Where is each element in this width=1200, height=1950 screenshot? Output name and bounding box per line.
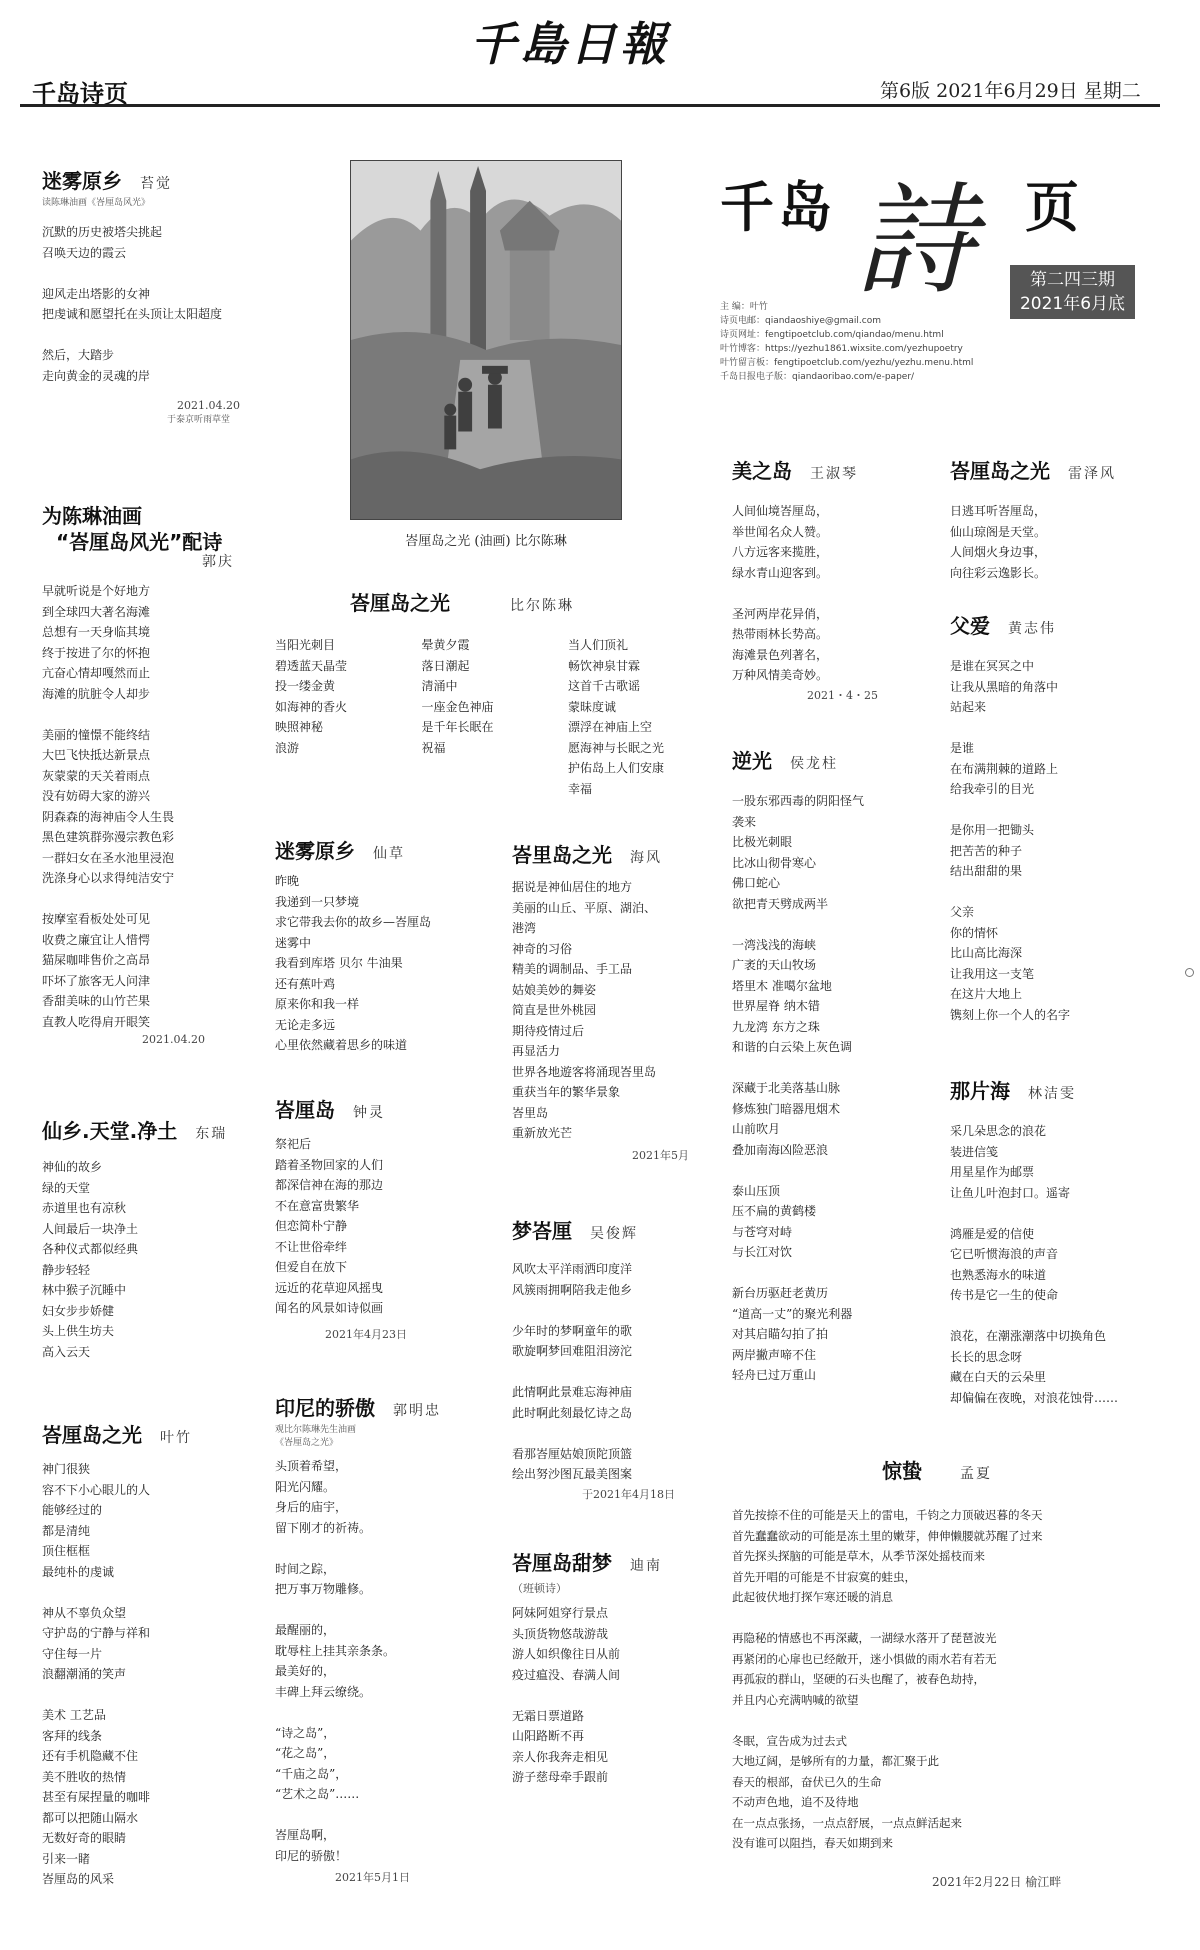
poem-title: 峇里岛之光 海风 bbox=[512, 843, 662, 867]
issue-number-box bbox=[1010, 265, 1135, 319]
poem-date: 2021・4・25 bbox=[807, 688, 878, 702]
poem-date: 2021年5月1日 bbox=[335, 1871, 410, 1884]
poem-5 bbox=[275, 590, 695, 799]
masthead-contact-info: 主 编：叶竹 诗页电邮：qiandaoshiye@gmail.com 诗页网址：fengtipoetclub.com/qiandao/menu.html 叶竹博客：https://yezhu1861.wixsite.com/yezhupoetry 叶竹留言板：fengtipoetclub.com/yezhu/yezhu.menu.html 千岛日报电子版：qiandaoribao.com/e-paper/ bbox=[720, 302, 974, 382]
poem-2 bbox=[42, 503, 302, 1048]
issue-number: 第二四三期 bbox=[1030, 270, 1115, 290]
poem-3 bbox=[42, 1118, 302, 1362]
poem-note: （班顿诗） bbox=[512, 1582, 567, 1595]
poem-column-1: 当阳光刺目 碧透蓝天晶莹 投一缕金黄 如海神的香火 映照神秘 浪游 bbox=[275, 638, 348, 755]
poem-10 bbox=[512, 1218, 712, 1503]
poem-title: 印尼的骄傲 郭明忠 bbox=[275, 1396, 441, 1420]
poem-date: 2021.04.20 bbox=[177, 399, 240, 412]
oil-painting-image bbox=[350, 160, 622, 520]
poetry-page-masthead bbox=[715, 135, 1165, 405]
poem-body: 阿妹阿姐穿行景点 头顶货物悠哉游哉 游人如织像往日从前 疫过瘟没、春满人间 无霜日票道路 山阳路断不再 亲人你我奔走相见 游子慈母牵手跟前 bbox=[512, 1606, 621, 1784]
poem-column-2: 晕黄夕霞 落日潮起 清涌中 一座金色神庙 是千年长眠在 祝福 bbox=[421, 638, 494, 755]
poem-9 bbox=[512, 842, 712, 1164]
poem-body: 采几朵思念的浪花 装进信笺 用星星作为邮票 让鱼儿叶泡封口。遥寄 鸿雁是爱的信使 它已听惯海浪的声音 也熟悉海水的味道 传书是它一生的使命 浪花，在潮涨潮落中切换角色 长长的思念呀 藏在白天的云朵里 却偏偏在夜晚，对浪花蚀骨…… bbox=[950, 1124, 1119, 1405]
poem-title: 那片海 林洁雯 bbox=[950, 1079, 1076, 1103]
poem-note: 读陈琳油画《峇厘岛风光》 bbox=[42, 198, 151, 208]
poem-title: 迷雾原乡 苔觉 bbox=[42, 169, 172, 193]
poem-body: 神仙的故乡 绿的天堂 赤道里也有凉秋 人间最后一块净土 各种仪式都似经典 静步轻轻 林中猴子沉睡中 妇女步步娇健 头上供生坊夫 高入云天 bbox=[42, 1160, 139, 1359]
poem-body: 风吹太平洋雨洒印度洋 风簇雨拥啊陪我走他乡 少年时的梦啊童年的歌 歌旋啊梦回难阻泪滂沱 此情啊此景难忘海神庙 此时啊此刻最忆诗之岛 看那峇厘姑娘顶陀顶篮 绘出努沙图瓦最美图案 bbox=[512, 1262, 633, 1481]
poem-author: 吴俊辉 bbox=[590, 1226, 638, 1242]
poem-author: 雷泽风 bbox=[1068, 466, 1116, 482]
poem-columns bbox=[275, 635, 695, 799]
poem-author: 苔觉 bbox=[140, 176, 172, 192]
poem-column-3: 当人们顶礼 畅饮神泉甘霖 这首千古歌谣 蒙昧度诚 漂浮在神庙上空 愿海神与长眠之光 护佑岛上人们安康 幸福 bbox=[568, 638, 665, 796]
poem-date: 2021年2月22日 榆江畔 bbox=[932, 1874, 1062, 1889]
poem-4 bbox=[42, 1422, 302, 1890]
poem-11 bbox=[512, 1550, 712, 1788]
poem-author: 王淑琴 bbox=[810, 466, 858, 482]
poem-15 bbox=[950, 613, 1160, 1025]
poem-title: 峇厘岛 钟灵 bbox=[275, 1098, 385, 1122]
poem-body: 是谁在冥冥之中 让我从黑暗的角落中 站起来 是谁 在布满荆棘的道路上 给我牵引的目光 是你用一把锄头 把苦苦的种子 结出甜甜的果 父亲 你的情怀 比山高比海深 让我用这一支笔 在这片大地上 镌刻上你一个人的名字 bbox=[950, 659, 1071, 1022]
poem-body: 祭祀后 踏着圣物回家的人们 都深信神在海的那边 不在意富贵繁华 但恋简朴宁静 不让世俗牵绊 但爱自在放下 远近的花草迎风摇曳 闻名的风景如诗似画 bbox=[275, 1137, 384, 1315]
poem-body: 日逃耳听峇厘岛， 仙山琼阁是天堂。 人间烟火身边事， 向往彩云逸影长。 bbox=[950, 504, 1047, 580]
poem-date: 2021年5月 bbox=[632, 1148, 689, 1162]
poem-author: 海风 bbox=[630, 850, 662, 866]
poem-16 bbox=[950, 1078, 1160, 1408]
poem-author: 林洁雯 bbox=[1028, 1086, 1076, 1102]
poem-14 bbox=[950, 458, 1160, 583]
poem-title: 峇厘岛之光 比尔陈琳 bbox=[350, 591, 574, 615]
poem-1 bbox=[42, 168, 302, 427]
poem-author: 孟夏 bbox=[960, 1466, 992, 1482]
poem-author: 东瑞 bbox=[195, 1126, 228, 1142]
poem-title: 梦峇厘 吴俊辉 bbox=[512, 1219, 638, 1243]
poem-date: 于2021年4月18日 bbox=[582, 1487, 675, 1501]
poem-body: 沉默的历史被塔尖挑起 召唤天边的霞云 迎风走出塔影的女神 把虔诚和愿望托在头顶让太阳超度 然后，大踏步 走向黄金的灵魂的岸 bbox=[42, 225, 223, 383]
newspaper-name: 千島日報 bbox=[470, 17, 670, 71]
poem-12 bbox=[732, 458, 932, 704]
page-section-name: 千岛诗页 bbox=[32, 80, 128, 108]
masthead-title-right: 页 bbox=[1025, 176, 1079, 239]
poem-17 bbox=[732, 1458, 1162, 1890]
page-edge-marker bbox=[1185, 968, 1194, 977]
poem-title: 美之岛 王淑琴 bbox=[732, 459, 858, 483]
poem-author: 黄志伟 bbox=[1008, 621, 1056, 637]
poem-title: 迷雾原乡 仙草 bbox=[275, 839, 405, 863]
poem-7 bbox=[275, 1097, 490, 1343]
poem-author: 仙草 bbox=[373, 846, 405, 862]
poem-8 bbox=[275, 1395, 490, 1886]
poem-title: 惊蛰 孟夏 bbox=[882, 1459, 992, 1483]
poem-date: 2021年4月23日 bbox=[325, 1327, 407, 1341]
poem-place: 于泰京听雨草堂 bbox=[167, 415, 231, 425]
poem-title: 仙乡.天堂.净土 东瑞 bbox=[42, 1119, 228, 1143]
poem-title: 峇厘岛之光 叶竹 bbox=[42, 1423, 192, 1447]
poem-body: 据说是神仙居住的地方 美丽的山丘、平原、湖泊、 港湾 神奇的习俗 精美的调制品、手工品 姑娘美妙的舞姿 简直是世外桃园 期待疫情过后 再显活力 世界各地遊客将涌现峇里岛 重获当年的繁华景象 峇里岛 重新放光芒 bbox=[512, 880, 657, 1140]
poem-date: 2021.04.20 bbox=[142, 1033, 205, 1046]
poem-note: 观比尔陈琳先生油画 《峇厘岛之光》 bbox=[275, 1425, 357, 1448]
poem-title-line-1: 为陈琳油画 bbox=[42, 504, 142, 528]
poem-13 bbox=[732, 748, 942, 1386]
painting-illustration bbox=[351, 161, 621, 519]
poem-title: 父爱 黄志伟 bbox=[950, 614, 1056, 638]
poem-author: 侯龙柱 bbox=[790, 756, 838, 772]
poem-title: 峇厘岛甜梦 迪南 bbox=[512, 1551, 662, 1575]
poem-body: 神门很狭 容不下小心眼儿的人 能够经过的 都是清纯 顶住框框 最纯朴的虔诚 神从不辜负众望 守护岛的宁静与祥和 守住每一片 浪翻潮涌的笑声 美术 工艺品 客拜的线条 还有手机隐藏不住 美不胜收的热情 甚至有屎捏量的咖啡 都可以把随山隔水 无数好奇的眼睛 引来一睹 峇厘岛的风采 bbox=[42, 1462, 151, 1886]
poem-author: 钟灵 bbox=[353, 1105, 385, 1121]
masthead-title-left: 千岛 bbox=[720, 176, 836, 239]
poem-author: 郭明忠 bbox=[393, 1403, 441, 1419]
header-rule bbox=[20, 104, 1160, 107]
poem-body: 昨晚 我递到一只梦境 求它带我去你的故乡—峇厘岛 迷雾中 我看到库塔 贝尔 牛油果 还有蕉叶鸡 原来你和我一样 无论走多远 心里依然藏着思乡的味道 bbox=[275, 874, 432, 1052]
poem-body: 首先按捺不住的可能是天上的雷电，千钧之力顶破迟暮的冬天 首先蠢蠢欲动的可能是冻土里的嫩芽，伸伸懒腰就苏醒了过来 首先探头探脑的可能是草木，从季节深处摇枝而来 首先开唱的可能是不甘寂寞的蛙虫， 此起彼伏地打探乍寒还暖的消息 再隐秘的情感也不再深藏，一湖绿水落开了琵琶波光 再紧闭的心扉也已经敞开，迷小惧做的雨水若有若无 再孤寂的群山，坚硬的石头也醒了，被春色劫持， 并且内心充满呐喊的欲望 冬眠，宣告成为过去式 大地辽阔，是够所有的力量，都汇聚于此 春天的根部，奋伏已久的生命 不动声色地，追不及待地 在一点点张扬，一点点舒展，一点点鲜活起来 没有谁可以阻挡，春天如期到来 bbox=[732, 1508, 1043, 1850]
poem-title: 峇厘岛之光 雷泽风 bbox=[950, 459, 1116, 483]
painting-caption: 峇厘岛之光 (油画) 比尔陈琳 bbox=[405, 534, 567, 549]
poem-body: 一股东邪西毒的阴阳怪气 袭来 比极光刺眼 比冰山彻骨寒心 佛口蛇心 欲把青天劈成两半 一湾浅浅的海峡 广袤的天山牧场 塔里木 准噶尔盆地 世界屋脊 纳木错 九龙湾 东方之珠 和谐的白云染上灰色调 深藏于北美落基山脉 修炼独门暗器甩烟术 山前吹月 叠加南海凶险恶浪 泰山压顶 压不扁的黄鹤楼 与苍穹对峙 与长江对饮 新台历驱赶老黄历 “道高一丈”的聚光利器 对其启瞄勾拍了拍 两岸撇声啼不住 轻舟已过万重山 bbox=[732, 794, 865, 1382]
issue-month: 2021年6月底 bbox=[1019, 294, 1126, 314]
poem-6 bbox=[275, 838, 490, 1056]
poem-author: 迪南 bbox=[630, 1558, 662, 1574]
poem-author: 郭庆 bbox=[202, 554, 234, 570]
poem-title: 逆光 侯龙柱 bbox=[732, 749, 838, 773]
poem-title-line-2: “峇厘岛风光”配诗 bbox=[56, 530, 223, 554]
poem-author: 比尔陈琳 bbox=[510, 598, 574, 614]
masthead-calligraphy: 詩 bbox=[855, 172, 975, 311]
poem-body: 早就听说是个好地方 到全球四大著名海滩 总想有一天身临其境 终于按进了尔的怀抱 亢奋心情却嘎然而止 海滩的肮脏令人却步 美丽的憧憬不能终结 大巴飞快抵达新景点 灰蒙蒙的天关着雨点 没有妨碍大家的游兴 阴森森的海神庙令人生畏 黑色建筑群弥漫宗教色彩 一群妇女在圣水池里浸泡 洗涤身心以求得纯洁安宁 按摩室看板处处可见 收费之廉宜让人惜愕 猫屎咖啡售价之高昂 吓坏了旅客无人问津 香甜美味的山竹芒果 直教人吃得肩开眼笑 bbox=[42, 584, 175, 1029]
poem-author: 叶竹 bbox=[160, 1430, 192, 1446]
issue-date-line: 第6版 2021年6月29日 星期二 bbox=[880, 80, 1141, 102]
poem-body: 头顶着希望， 阳光闪耀。 身后的庙宇， 留下刚才的祈祷。 时间之踪， 把万事万物雕修。 最醒丽的， 耽辱柱上挂其亲条条。 最美好的， 丰碑上拜云缭绕。 “诗之岛”， “花之岛”， “千庙之岛”， “艺术之岛”…… 峇厘岛啊， 印尼的骄傲！ bbox=[275, 1459, 396, 1863]
poem-body: 人间仙境峇厘岛， 举世闻名众人赞。 八方远客来揽胜， 绿水青山迎客到。 圣河两岸花异俏， 热带雨林长势高。 海滩景色列著名， 万种风情美奇妙。 bbox=[732, 504, 829, 682]
